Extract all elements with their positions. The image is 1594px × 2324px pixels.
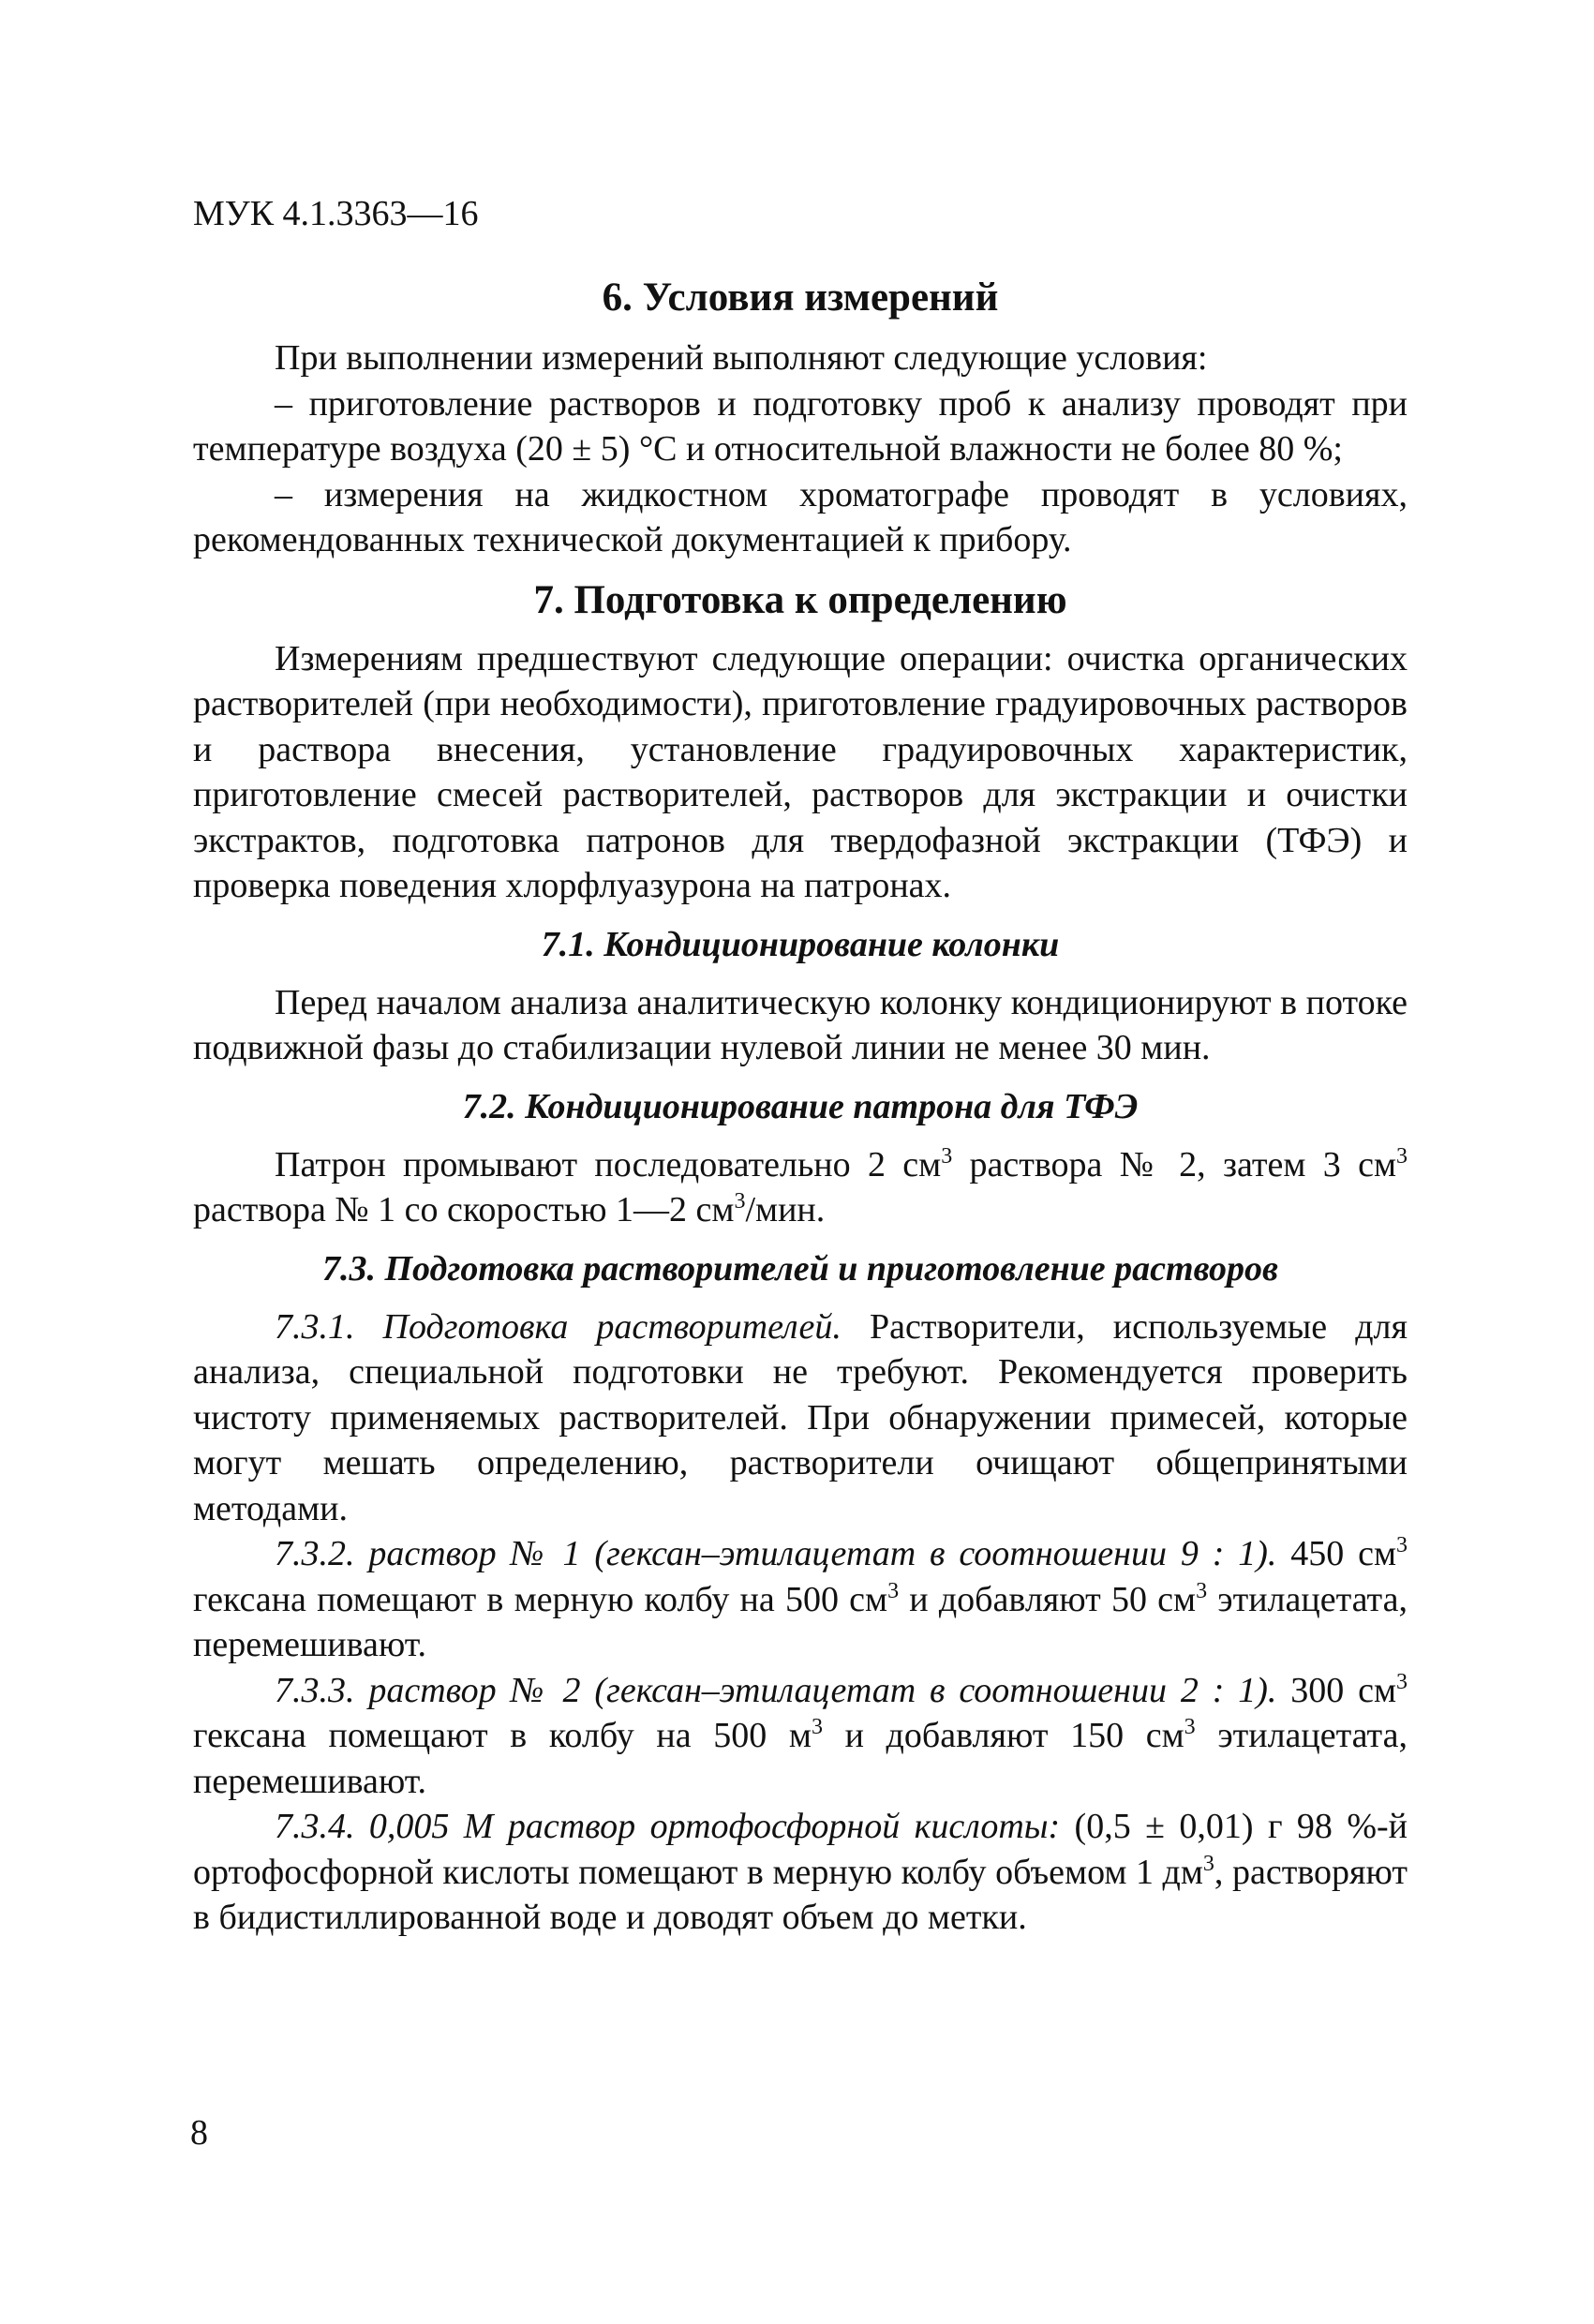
section-6-intro: При выполнении измерений выполняют следующие условия: — [275, 338, 1208, 378]
text-run: Патрон промывают последовательно 2 см — [275, 1144, 942, 1184]
section-7-3-3-paragraph — [193, 1668, 1408, 1805]
section-7-2-body — [193, 1142, 1408, 1233]
superscript: 3 — [941, 1143, 953, 1169]
text-run: 300 см — [1276, 1670, 1396, 1710]
text-run: гексана помещают в мерную колбу на 500 см — [193, 1579, 888, 1619]
text-run: Растворители, используемые для анализа, специальной подготовки не требуют. Рекомендуется проверить чистоту применяемых растворителей. При обнаружении примесей, которые могут мешать определению, растворители очищают общепринятыми методами. — [193, 1306, 1408, 1528]
text-run: /мин. — [745, 1190, 826, 1229]
text-run: и добавляют 150 см — [822, 1716, 1184, 1755]
section-6-heading: 6. Условия измерений — [602, 276, 999, 320]
section-7-1-heading: 7.1. Кондиционирование колонки — [541, 924, 1060, 964]
superscript: 3 — [887, 1578, 900, 1603]
superscript: 3 — [1202, 1851, 1214, 1876]
text-run: , растворяют в бидистиллированной воде и доводят объем до метки. — [193, 1852, 1408, 1937]
text-run: раствора № 2, затем 3 см — [952, 1144, 1396, 1184]
subsection-label: 7.3.4. 0,005 М раствор ортофосфорной кислоты: — [275, 1807, 1061, 1846]
text-run: и добавляют 50 см — [899, 1579, 1197, 1619]
superscript: 3 — [811, 1715, 823, 1739]
subsection-label: 7.3.3. раствор № 2 (гексан–этилацетат в соотношении 2 : 1). — [275, 1670, 1277, 1710]
subsection-label: 7.3.2. раствор № 1 (гексан–этилацетат в соотношении 9 : 1). — [275, 1534, 1277, 1573]
text-run: этилацетата, перемешивают. — [193, 1716, 1408, 1801]
page-content — [193, 274, 1408, 1941]
superscript: 3 — [1396, 1669, 1408, 1694]
section-7-2-heading: 7.2. Кондиционирование патрона для ТФЭ — [462, 1086, 1139, 1126]
subsection-label: 7.3.1. Подготовка растворителей. — [275, 1306, 842, 1347]
superscript: 3 — [1396, 1533, 1408, 1557]
text-run: гексана помещают в колбу на 500 м — [193, 1716, 812, 1755]
section-7-3-2-paragraph — [193, 1531, 1408, 1668]
superscript: 3 — [734, 1189, 746, 1214]
page-number: 8 — [190, 2113, 208, 2153]
section-7-1-body: Перед началом анализа аналитическую колонку кондиционируют в потоке подвижной фазы до стабилизации нулевой линии не менее 30 мин. — [193, 982, 1408, 1067]
superscript: 3 — [1196, 1578, 1208, 1603]
section-7-3-heading: 7.3. Подготовка растворителей и приготовление растворов — [321, 1248, 1279, 1289]
text-run: 450 см — [1276, 1534, 1396, 1573]
superscript: 3 — [1184, 1715, 1196, 1739]
superscript: 3 — [1396, 1143, 1408, 1169]
text-run: (0,5 ± 0,01) г 98 %-й ортофосфорной кислоты помещают в мерную колбу объемом 1 дм — [193, 1807, 1408, 1892]
section-7-3-1-paragraph — [193, 1304, 1408, 1532]
section-7-intro: Измерениям предшествуют следующие операции: очистка органических растворителей (при необходимости), приготовление градуировочных растворов и раствора внесения, установление градуировочных характеристик, приготовление смесей растворителей, растворов для экстракции и очистки экстрактов, подготовка патронов для твердофазной экстракции (ТФЭ) и проверка поведения хлорфлуазурона на патронах. — [193, 638, 1408, 905]
section-7-3-4-paragraph — [193, 1804, 1408, 1941]
section-6-item-2: – измерения на жидкостном хроматографе проводят в условиях, рекомендованных технической документацией к прибору. — [193, 474, 1408, 559]
section-7-heading: 7. Подготовка к определению — [533, 577, 1067, 622]
text-run: раствора № 1 со скоростью 1—2 см — [193, 1190, 735, 1229]
section-6-item-1: – приготовление растворов и подготовку проб к анализу проводят при температуре воздуха (20 ± 5) °С и относительной влажности не более 80 %; — [193, 383, 1408, 469]
text-run: этилацетата, перемешивают. — [193, 1579, 1408, 1664]
document-id: МУК 4.1.3363—16 — [193, 194, 479, 233]
